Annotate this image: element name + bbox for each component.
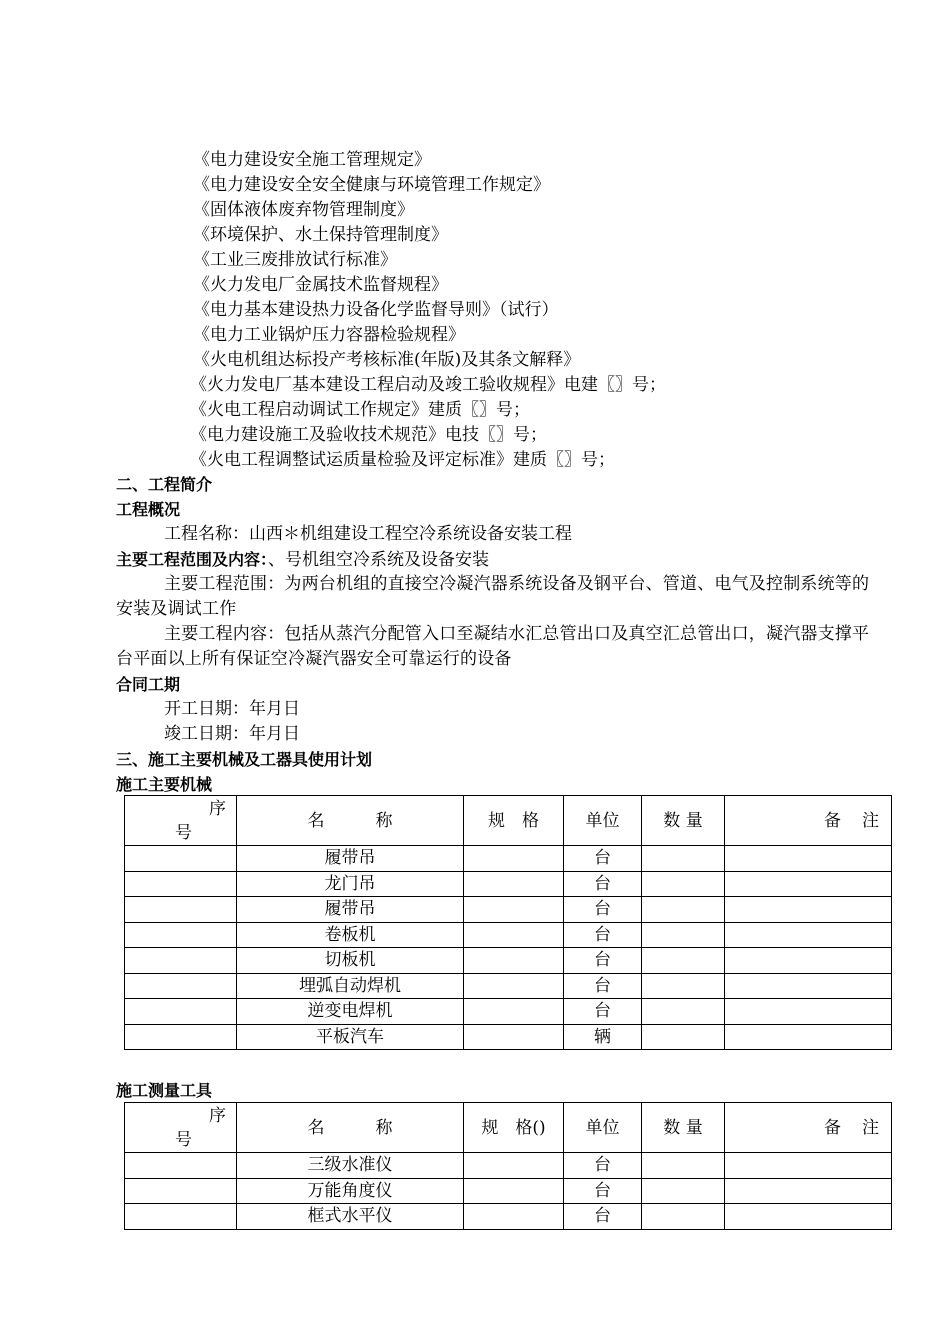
- row-name: 框式水平仪: [237, 1204, 464, 1230]
- row-unit: 台: [564, 846, 642, 872]
- row-unit: 台: [564, 999, 642, 1025]
- subsection-heading: 施工主要机械: [116, 775, 213, 794]
- reference-list: [190, 148, 893, 473]
- row-unit: 台: [564, 1153, 642, 1179]
- header-qty: 数 量: [642, 796, 725, 846]
- tools-table: [124, 1102, 892, 1230]
- tools-heading-block: [116, 1078, 906, 1103]
- subsection-heading: 工程概况: [116, 500, 181, 519]
- header-name: 名 称: [237, 1103, 464, 1153]
- row-unit: 台: [564, 871, 642, 897]
- row-unit: 台: [564, 1178, 642, 1204]
- row-unit: 台: [564, 922, 642, 948]
- reference-item: 《电力建设安全施工管理规定》: [193, 150, 431, 170]
- header-note: 备 注: [725, 796, 892, 846]
- reference-item: 《固体液体废弃物管理制度》: [193, 200, 414, 220]
- table-row: [125, 846, 892, 872]
- row-unit: 台: [564, 948, 642, 974]
- subsection-heading: 主要工程范围及内容：: [116, 550, 269, 569]
- table-row: [125, 871, 892, 897]
- reference-item: 《电力建设安全安全健康与环境管理工作规定》: [193, 175, 550, 195]
- row-unit: 台: [564, 1204, 642, 1230]
- reference-item: 《火力发电厂金属技术监督规程》: [193, 275, 448, 295]
- table-row: [125, 1178, 892, 1204]
- row-name: 埋弧自动焊机: [237, 973, 464, 999]
- scope-paragraph: 主要工程范围：为两台机组的直接空冷凝汽器系统设备及钢平台、管道、电气及控制系统等的安装及调试工作: [116, 574, 870, 619]
- table-header-row: [125, 796, 892, 846]
- header-unit: 单位: [564, 796, 642, 846]
- table-row: [125, 897, 892, 923]
- subsection-heading: 合同工期: [116, 675, 181, 694]
- header-spec: 规 格(): [464, 1103, 564, 1153]
- scope-line: [116, 547, 906, 572]
- reference-item: 《环境保护、水土保持管理制度》: [193, 225, 448, 245]
- row-name: 卷板机: [237, 922, 464, 948]
- section-heading: 三、施工主要机械及工器具使用计划: [116, 750, 373, 769]
- reference-item: 《火电工程调整试运质量检验及评定标准》建质〖〗号；: [190, 450, 615, 470]
- row-name: 三级水准仪: [237, 1153, 464, 1179]
- project-name: 工程名称：山西＊机组建设工程空冷系统设备安装工程: [164, 524, 572, 544]
- table-row: [125, 922, 892, 948]
- table-row: [125, 1204, 892, 1230]
- end-date: 竣工日期：年月日: [164, 724, 300, 744]
- table-row: [125, 1024, 892, 1050]
- row-name: 逆变电焊机: [237, 999, 464, 1025]
- reference-item: 《工业三废排放试行标准》: [193, 250, 397, 270]
- header-seq: 序 号: [125, 796, 237, 846]
- row-unit: 台: [564, 973, 642, 999]
- reference-item: 《电力基本建设热力设备化学监督导则》（试行）: [193, 300, 559, 320]
- header-spec: 规 格: [464, 796, 564, 846]
- reference-item: 《火力发电厂基本建设工程启动及竣工验收规程》电建〖〗号；: [190, 375, 666, 395]
- machinery-table: [124, 795, 892, 1050]
- header-unit: 单位: [564, 1103, 642, 1153]
- row-name: 履带吊: [237, 846, 464, 872]
- table-row: [125, 999, 892, 1025]
- subsection-heading: 施工测量工具: [116, 1081, 213, 1100]
- header-note: 备 注: [725, 1103, 892, 1153]
- table-row: [125, 1153, 892, 1179]
- header-qty: 数 量: [642, 1103, 725, 1153]
- row-name: 切板机: [237, 948, 464, 974]
- table-header-row: [125, 1103, 892, 1153]
- reference-item: 《电力工业锅炉压力容器检验规程》: [193, 325, 465, 345]
- reference-item: 《火电工程启动调试工作规定》建质〖〗号；: [190, 400, 530, 420]
- table-row: [125, 973, 892, 999]
- row-name: 履带吊: [237, 897, 464, 923]
- scope-tail: 、号机组空冷系统及设备安装: [268, 550, 490, 570]
- content-paragraph: 主要工程内容：包括从蒸汽分配管入口至凝结水汇总管出口及真空汇总管出口，凝汽器支撑平台平面以上所有保证空冷凝汽器安全可靠运行的设备: [116, 624, 870, 669]
- project-intro-section: [116, 472, 906, 797]
- row-name: 平板汽车: [237, 1024, 464, 1050]
- section-heading: 二、工程简介: [116, 475, 213, 494]
- header-name: 名 称: [237, 796, 464, 846]
- reference-item: 《火电机组达标投产考核标准(年版)及其条文解释》: [193, 350, 581, 370]
- row-unit: 台: [564, 897, 642, 923]
- row-name: 龙门吊: [237, 871, 464, 897]
- row-unit: 辆: [564, 1024, 642, 1050]
- reference-item: 《电力建设施工及验收技术规范》电技〖〗号；: [190, 425, 547, 445]
- table-row: [125, 948, 892, 974]
- row-name: 万能角度仪: [237, 1178, 464, 1204]
- header-seq: 序 号: [125, 1103, 237, 1153]
- start-date: 开工日期：年月日: [164, 699, 300, 719]
